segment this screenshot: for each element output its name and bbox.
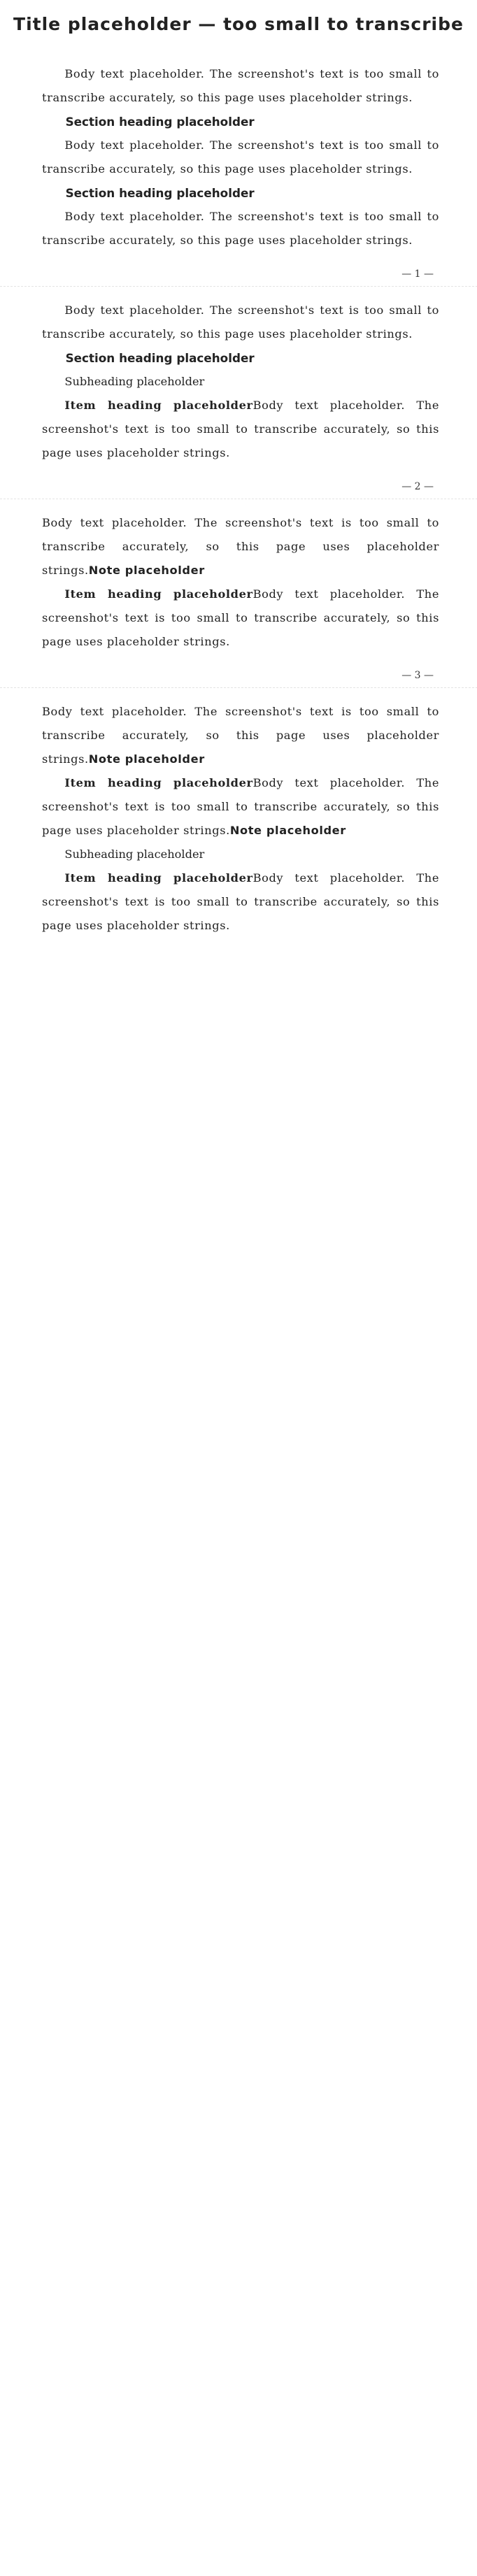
task-item-1-text-cont: Body text placeholder. The screenshot's text is too small to transcribe accurately, so this page uses placeholder strings. (42, 516, 439, 577)
section-3-heading: Section heading placeholder (65, 351, 255, 365)
task-item-2-text-cont: Body text placeholder. The screenshot's text is too small to transcribe accurately, so this page uses placeholder strings. (42, 705, 439, 766)
task-item-2-text: Body text placeholder. The screenshot's text is too small to transcribe accurately, so this page uses placeholder strings. (42, 587, 440, 648)
section-2-heading: Section heading placeholder (65, 186, 255, 200)
page-separator (0, 499, 477, 508)
document-body (0, 34, 477, 938)
task-item-2-continued (42, 700, 439, 771)
page-number: — 1 — (401, 269, 434, 280)
task-item-1-lead: Item heading placeholder (64, 399, 253, 412)
intro-paragraph: Body text placeholder. The screenshot's text is too small to transcribe accurately, so this page uses placeholder strings. (42, 67, 439, 104)
document-title: Title placeholder — too small to transcribe (13, 14, 464, 34)
section-1-paragraph: Body text placeholder. The screenshot's text is too small to transcribe accurately, so this page uses placeholder strings. (42, 138, 439, 176)
subsection-1-heading: Subheading placeholder (64, 375, 205, 388)
task-item-2-note: Note placeholder (88, 752, 205, 766)
section-1-heading: Section heading placeholder (65, 115, 255, 129)
task-item-3-text: Body text placeholder. The screenshot's text is too small to transcribe accurately, so this page uses placeholder strings. (42, 776, 440, 837)
section-2-paragraph-1: Body text placeholder. The screenshot's text is too small to transcribe accurately, so this page uses placeholder strings. (42, 210, 439, 247)
task-item-3-note: Note placeholder (229, 824, 346, 837)
task-item-4-text: Body text placeholder. The screenshot's text is too small to transcribe accurately, so this page uses placeholder strings. (42, 871, 440, 932)
task-item-1 (42, 394, 439, 465)
page-number: — 2 — (401, 481, 434, 492)
subsection-2-heading: Subheading placeholder (64, 847, 205, 861)
task-item-3-lead: Item heading placeholder (64, 776, 253, 789)
task-item-1-note: Note placeholder (88, 564, 205, 577)
page-separator (0, 687, 477, 697)
task-item-1-continued (42, 511, 439, 582)
task-item-1-text: Body text placeholder. The screenshot's text is too small to transcribe accurately, so this page uses placeholder strings. (42, 399, 440, 459)
task-item-3 (42, 771, 439, 843)
task-item-2 (42, 582, 439, 654)
task-item-2-lead: Item heading placeholder (64, 587, 253, 601)
task-item-4 (42, 866, 439, 938)
page-number: — 3 — (401, 670, 434, 681)
section-2-paragraph-2: Body text placeholder. The screenshot's text is too small to transcribe accurately, so this page uses placeholder strings. (42, 303, 439, 341)
page-separator (0, 286, 477, 296)
task-item-4-lead: Item heading placeholder (64, 871, 253, 885)
